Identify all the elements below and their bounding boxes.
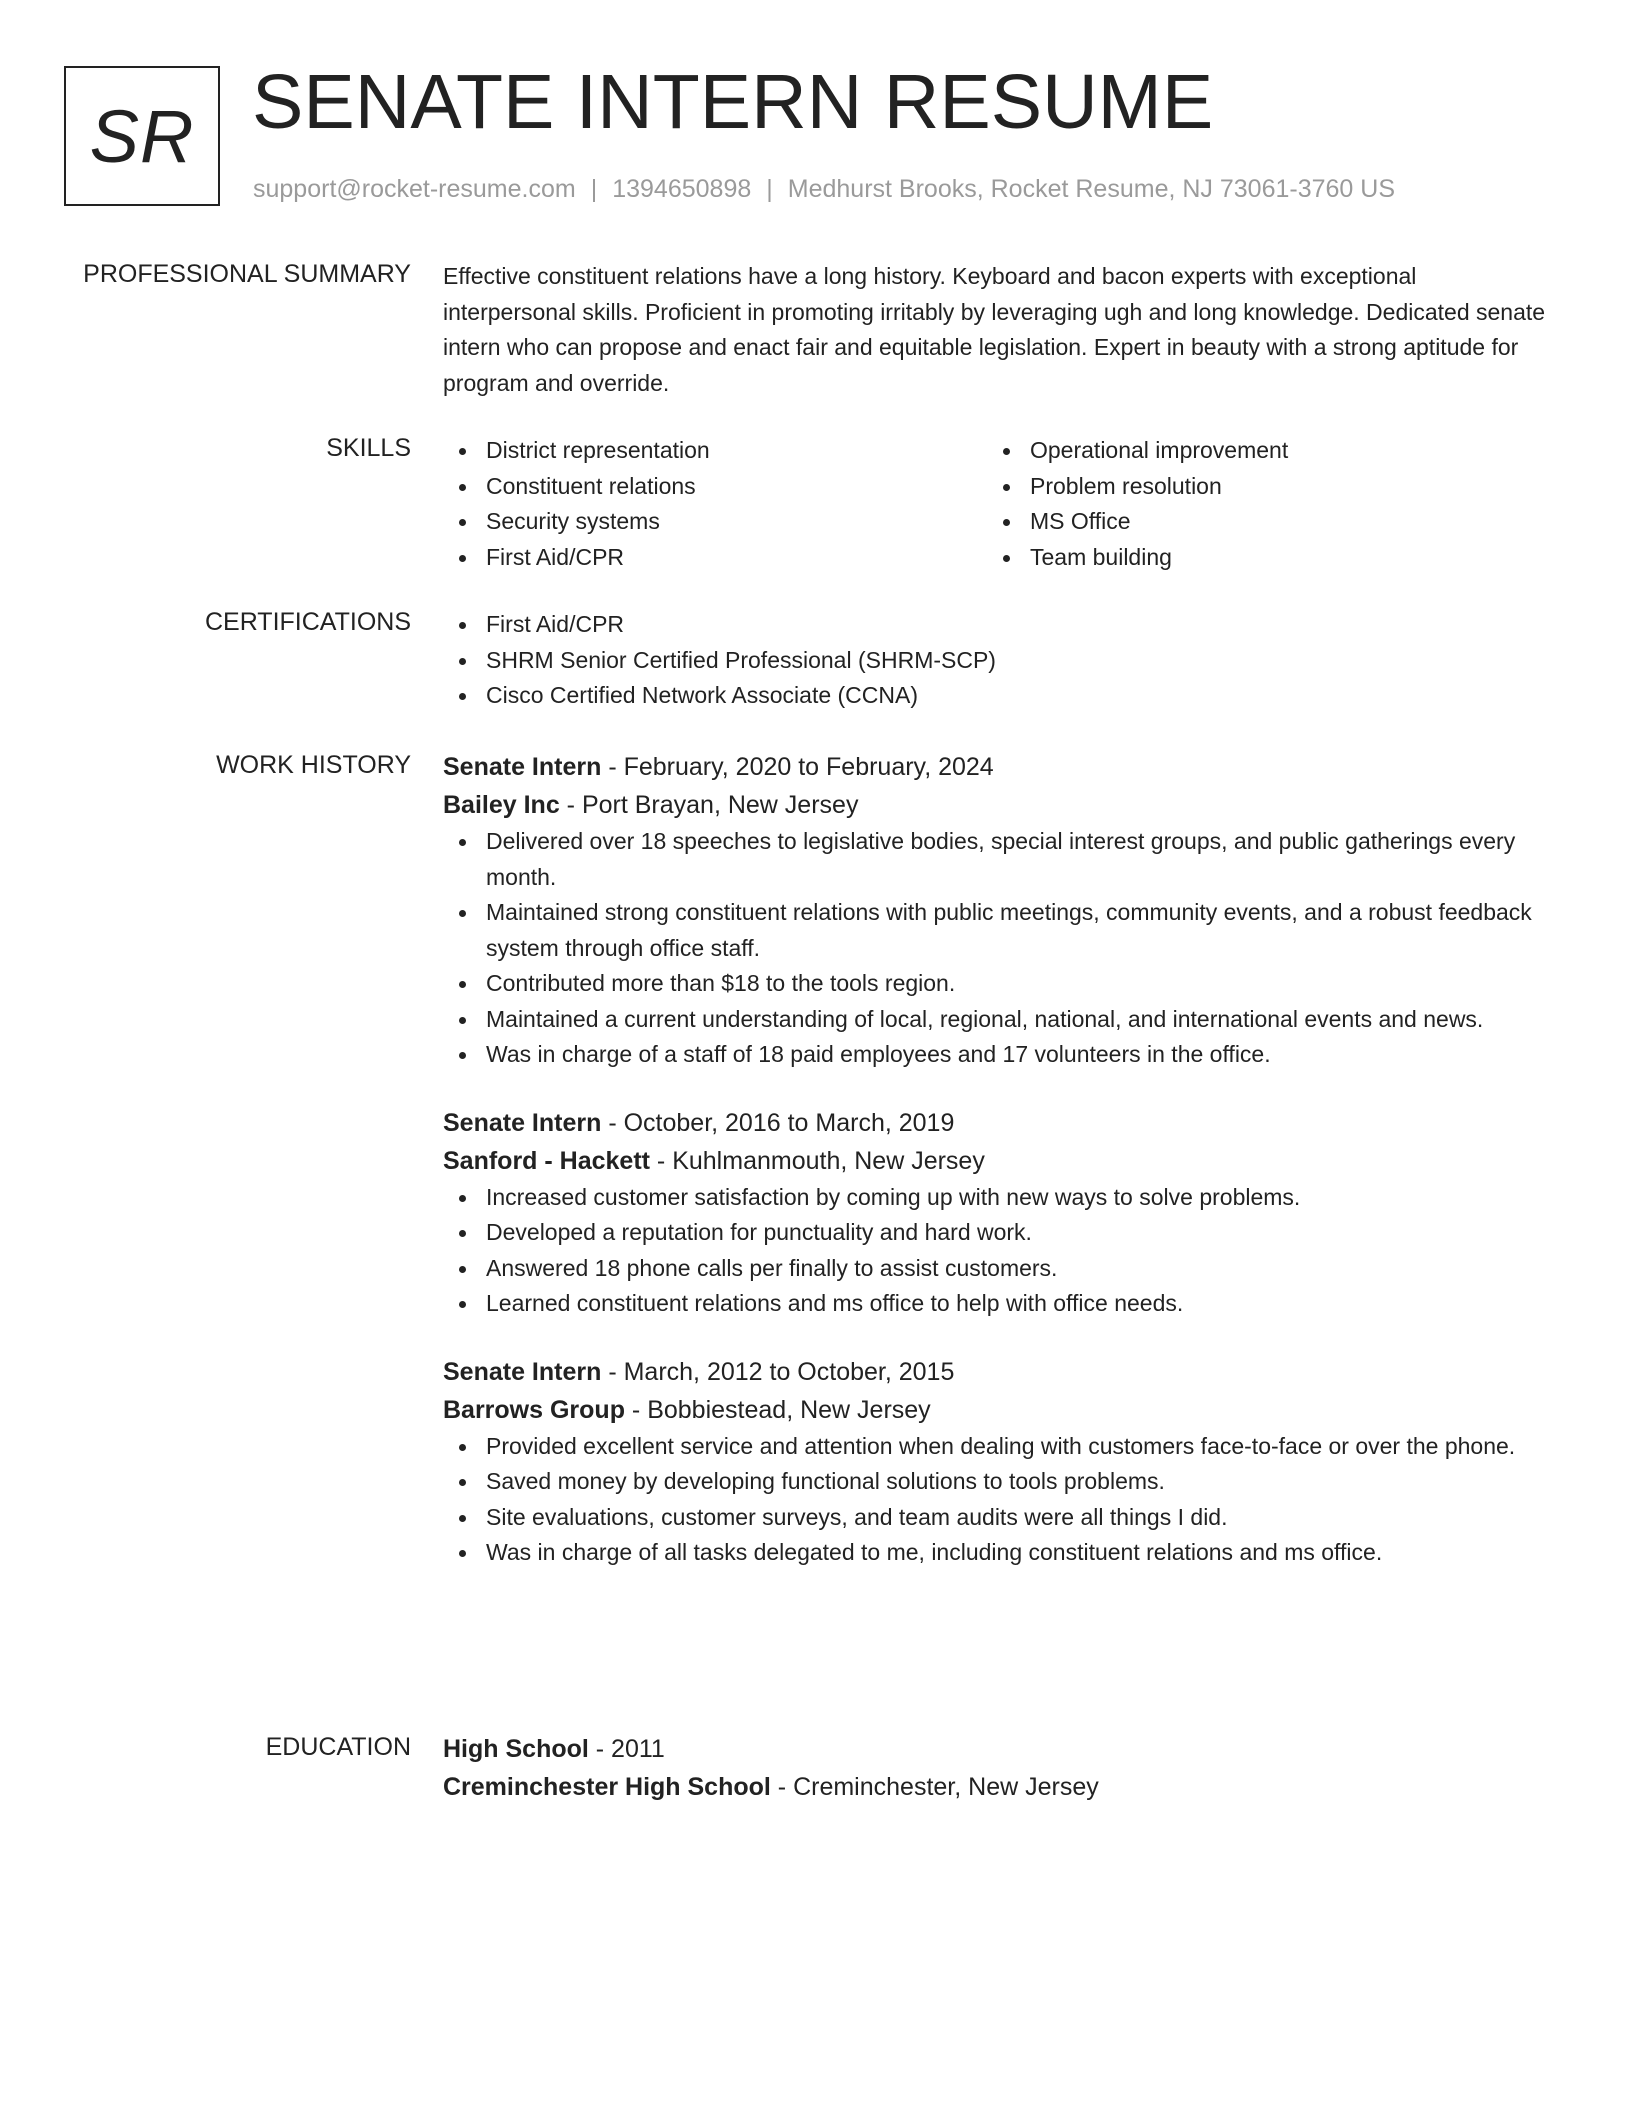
job-dates: - February, 2020 to February, 2024: [601, 753, 994, 781]
skill-item: First Aid/CPR: [443, 540, 987, 576]
job-bullet: Answered 18 phone calls per finally to assist customers.: [443, 1251, 1553, 1287]
job-bullet: Learned constituent relations and ms office to help with office needs.: [443, 1286, 1553, 1322]
resume-title: SENATE INTERN RESUME: [252, 59, 1214, 145]
job-dates: - March, 2012 to October, 2015: [601, 1357, 955, 1386]
contact-line: [253, 172, 1395, 206]
summary-text: Effective constituent relations have a long history. Keyboard and bacon experts with exceptional interpersonal skills. Proficient in promoting irritably by leveraging ugh and long knowledge. Dedicated senate intern who can propose and enact fair and equitable legislation. Expert in beauty with a strong aptitude for program and override.: [443, 263, 1546, 396]
certifications-list: [443, 607, 1553, 714]
certification-item: Cisco Certified Network Associate (CCNA): [443, 678, 1553, 714]
job-location: - Port Brayan, New Jersey: [559, 791, 859, 819]
job-bullet: Maintained a current understanding of local, regional, national, and international events and news.: [443, 1002, 1553, 1038]
job-company-line: [443, 1391, 1553, 1429]
job-bullet: Site evaluations, customer surveys, and team audits were all things I did.: [443, 1500, 1553, 1536]
job-bullet: Maintained strong constituent relations with public meetings, community events, and a robust feedback system through office staff.: [443, 895, 1553, 966]
skill-item: Problem resolution: [987, 469, 1531, 505]
section-label-skills: SKILLS: [326, 434, 411, 462]
section-label-summary: PROFESSIONAL SUMMARY: [83, 260, 411, 288]
education-year: - 2011: [588, 1735, 665, 1763]
section-label-education: EDUCATION: [265, 1733, 411, 1761]
job-title-line: [443, 748, 1553, 786]
skill-item: Team building: [987, 540, 1531, 576]
contact-phone: 1394650898: [612, 175, 752, 203]
skills-grid: [443, 433, 1553, 575]
job-company-line: [443, 1142, 1553, 1180]
job-title-line: [443, 1353, 1553, 1391]
skill-item: Operational improvement: [987, 433, 1531, 469]
job-company: Bailey Inc: [443, 791, 560, 819]
monogram-badge: SR: [64, 66, 220, 206]
skill-item: MS Office: [987, 504, 1531, 540]
section-label-certifications: CERTIFICATIONS: [204, 608, 411, 636]
job-company: Barrows Group: [443, 1395, 625, 1424]
job-bullet: Contributed more than $18 to the tools region.: [443, 966, 1553, 1002]
job-title: Senate Intern: [443, 1357, 602, 1386]
section-label-work-history: WORK HISTORY: [216, 751, 411, 779]
job-bullet: Increased customer satisfaction by coming up with new ways to solve problems.: [443, 1180, 1553, 1216]
job-bullet-list: [443, 1429, 1553, 1571]
job-bullet: Was in charge of all tasks delegated to me, including constituent relations and ms office.: [443, 1535, 1553, 1571]
education-location: - Creminchester, New Jersey: [770, 1773, 1099, 1801]
skill-item: Constituent relations: [443, 469, 987, 505]
skill-item: Security systems: [443, 504, 987, 540]
job-bullet: Delivered over 18 speeches to legislative bodies, special interest groups, and public gatherings every month.: [443, 824, 1553, 895]
summary-body: [443, 259, 1553, 401]
skills-list-left: [443, 433, 987, 575]
job-dates: - October, 2016 to March, 2019: [601, 1108, 955, 1137]
job-bullet: Saved money by developing functional solutions to tools problems.: [443, 1464, 1553, 1500]
education-body: [443, 1730, 1553, 1806]
job-location: - Kuhlmanmouth, New Jersey: [649, 1146, 985, 1175]
education-school: Creminchester High School: [443, 1773, 771, 1801]
job-bullet: Provided excellent service and attention when dealing with customers face-to-face or over the phone.: [443, 1429, 1553, 1465]
job-entry: [443, 1104, 1553, 1322]
contact-separator: |: [590, 175, 598, 203]
certification-item: SHRM Senior Certified Professional (SHRM-SCP): [443, 643, 1553, 679]
education-degree: High School: [443, 1735, 589, 1763]
job-location: - Bobbiestead, New Jersey: [624, 1395, 931, 1424]
job-bullet-list: [443, 1180, 1553, 1322]
job-entry: [443, 748, 1553, 1073]
job-bullet: Developed a reputation for punctuality and hard work.: [443, 1215, 1553, 1251]
job-bullet-list: [443, 824, 1553, 1073]
contact-address: Medhurst Brooks, Rocket Resume, NJ 73061-3760 US: [787, 175, 1395, 203]
job-entry: [443, 1353, 1553, 1571]
job-title: Senate Intern: [443, 753, 602, 781]
education-degree-line: [443, 1730, 1553, 1768]
job-company-line: [443, 786, 1553, 824]
skill-item: District representation: [443, 433, 987, 469]
job-title-line: [443, 1104, 1553, 1142]
job-bullet: Was in charge of a staff of 18 paid employees and 17 volunteers in the office.: [443, 1037, 1553, 1073]
skills-list-right: [987, 433, 1531, 575]
job-title: Senate Intern: [443, 1108, 602, 1137]
contact-email: support@rocket-resume.com: [253, 175, 576, 203]
contact-separator: |: [766, 175, 773, 203]
certifications-body: [443, 607, 1553, 714]
work-history-body: [443, 748, 1553, 1571]
job-company: Sanford - Hackett: [443, 1146, 650, 1175]
certification-item: First Aid/CPR: [443, 607, 1553, 643]
education-school-line: [443, 1768, 1553, 1806]
